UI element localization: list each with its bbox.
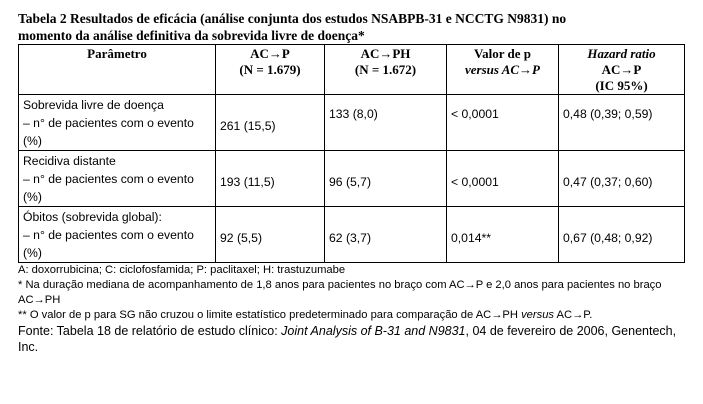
- header-pvalue-label: Valor de p: [473, 46, 532, 61]
- header-acph: [325, 45, 447, 95]
- footnote-abbreviations: A: doxorrubicina; C: ciclofosfamida; P: paclitaxel; H: trastuzumabe: [18, 264, 346, 276]
- row-acp-value: 261 (15,5): [216, 95, 325, 151]
- header-hr-arm: AC→P: [601, 62, 642, 77]
- table-title-line-1: Tabela 2 Resultados de eficácia (análise conjunta dos estudos NSABPB-31 e NCCTG N9831) no: [18, 11, 567, 26]
- row-pvalue: < 0,0001: [447, 151, 559, 207]
- table-title: [18, 10, 694, 44]
- source-citation: Fonte: Tabela 18 de relatório de estudo clínico: Joint Analysis of B-31 and N9831, 04 de fevereiro de 2006, Genentech, Inc.: [18, 324, 677, 354]
- row-hazard-ratio: 0,67 (0,48; 0,92): [559, 207, 685, 263]
- table-row: [19, 207, 685, 263]
- row-hazard-ratio: 0,48 (0,39; 0,59): [559, 95, 685, 151]
- row-parameter: Sobrevida livre de doença – n° de pacientes com o evento (%): [19, 95, 216, 151]
- footnote-star-1: * Na duração mediana de acompanhamento de 1,8 anos para pacientes no braço com AC→P e 2,0 anos para pacientes no braço AC→PH: [18, 279, 662, 306]
- header-pvalue-versus: versus AC→P: [465, 62, 540, 77]
- row-pvalue: < 0,0001: [447, 95, 559, 151]
- header-acp-name: AC→P: [250, 46, 290, 61]
- footnote-star-2: ** O valor de p para SG não cruzou o limite estatístico predeterminado para comparação de AC→PH versus AC→P.: [18, 309, 593, 321]
- row-pvalue: 0,014**: [447, 207, 559, 263]
- header-acp: [216, 45, 325, 95]
- table-row: [19, 151, 685, 207]
- row-acph-value: 62 (3,7): [325, 207, 447, 263]
- header-pvalue: [447, 45, 559, 95]
- row-parameter: Recidiva distante – n° de pacientes com o evento (%): [19, 151, 216, 207]
- header-acp-n: (N = 1.679): [239, 62, 301, 77]
- footnotes: [18, 263, 694, 323]
- table-row: [19, 95, 685, 151]
- header-hr-label: Hazard ratio: [587, 46, 656, 61]
- header-parameter: Parâmetro: [19, 45, 216, 95]
- header-acph-n: (N = 1.672): [354, 62, 417, 77]
- row-acp-value: 92 (5,5): [216, 207, 325, 263]
- header-hr-ci: (IC 95%): [595, 78, 648, 93]
- row-acph-value: 133 (8,0): [325, 95, 447, 151]
- document: [18, 10, 694, 355]
- row-acph-value: 96 (5,7): [325, 151, 447, 207]
- row-parameter: Óbitos (sobrevida global): – n° de pacientes com o evento (%): [19, 207, 216, 263]
- table-title-line-2: momento da análise definitiva da sobrevida livre de doença*: [18, 28, 365, 43]
- header-hazard-ratio: [559, 45, 685, 95]
- table-header-row: [19, 45, 685, 95]
- efficacy-table: [18, 44, 685, 263]
- header-acph-name: AC→PH: [360, 46, 411, 61]
- row-hazard-ratio: 0,47 (0,37; 0,60): [559, 151, 685, 207]
- row-acp-value: 193 (11,5): [216, 151, 325, 207]
